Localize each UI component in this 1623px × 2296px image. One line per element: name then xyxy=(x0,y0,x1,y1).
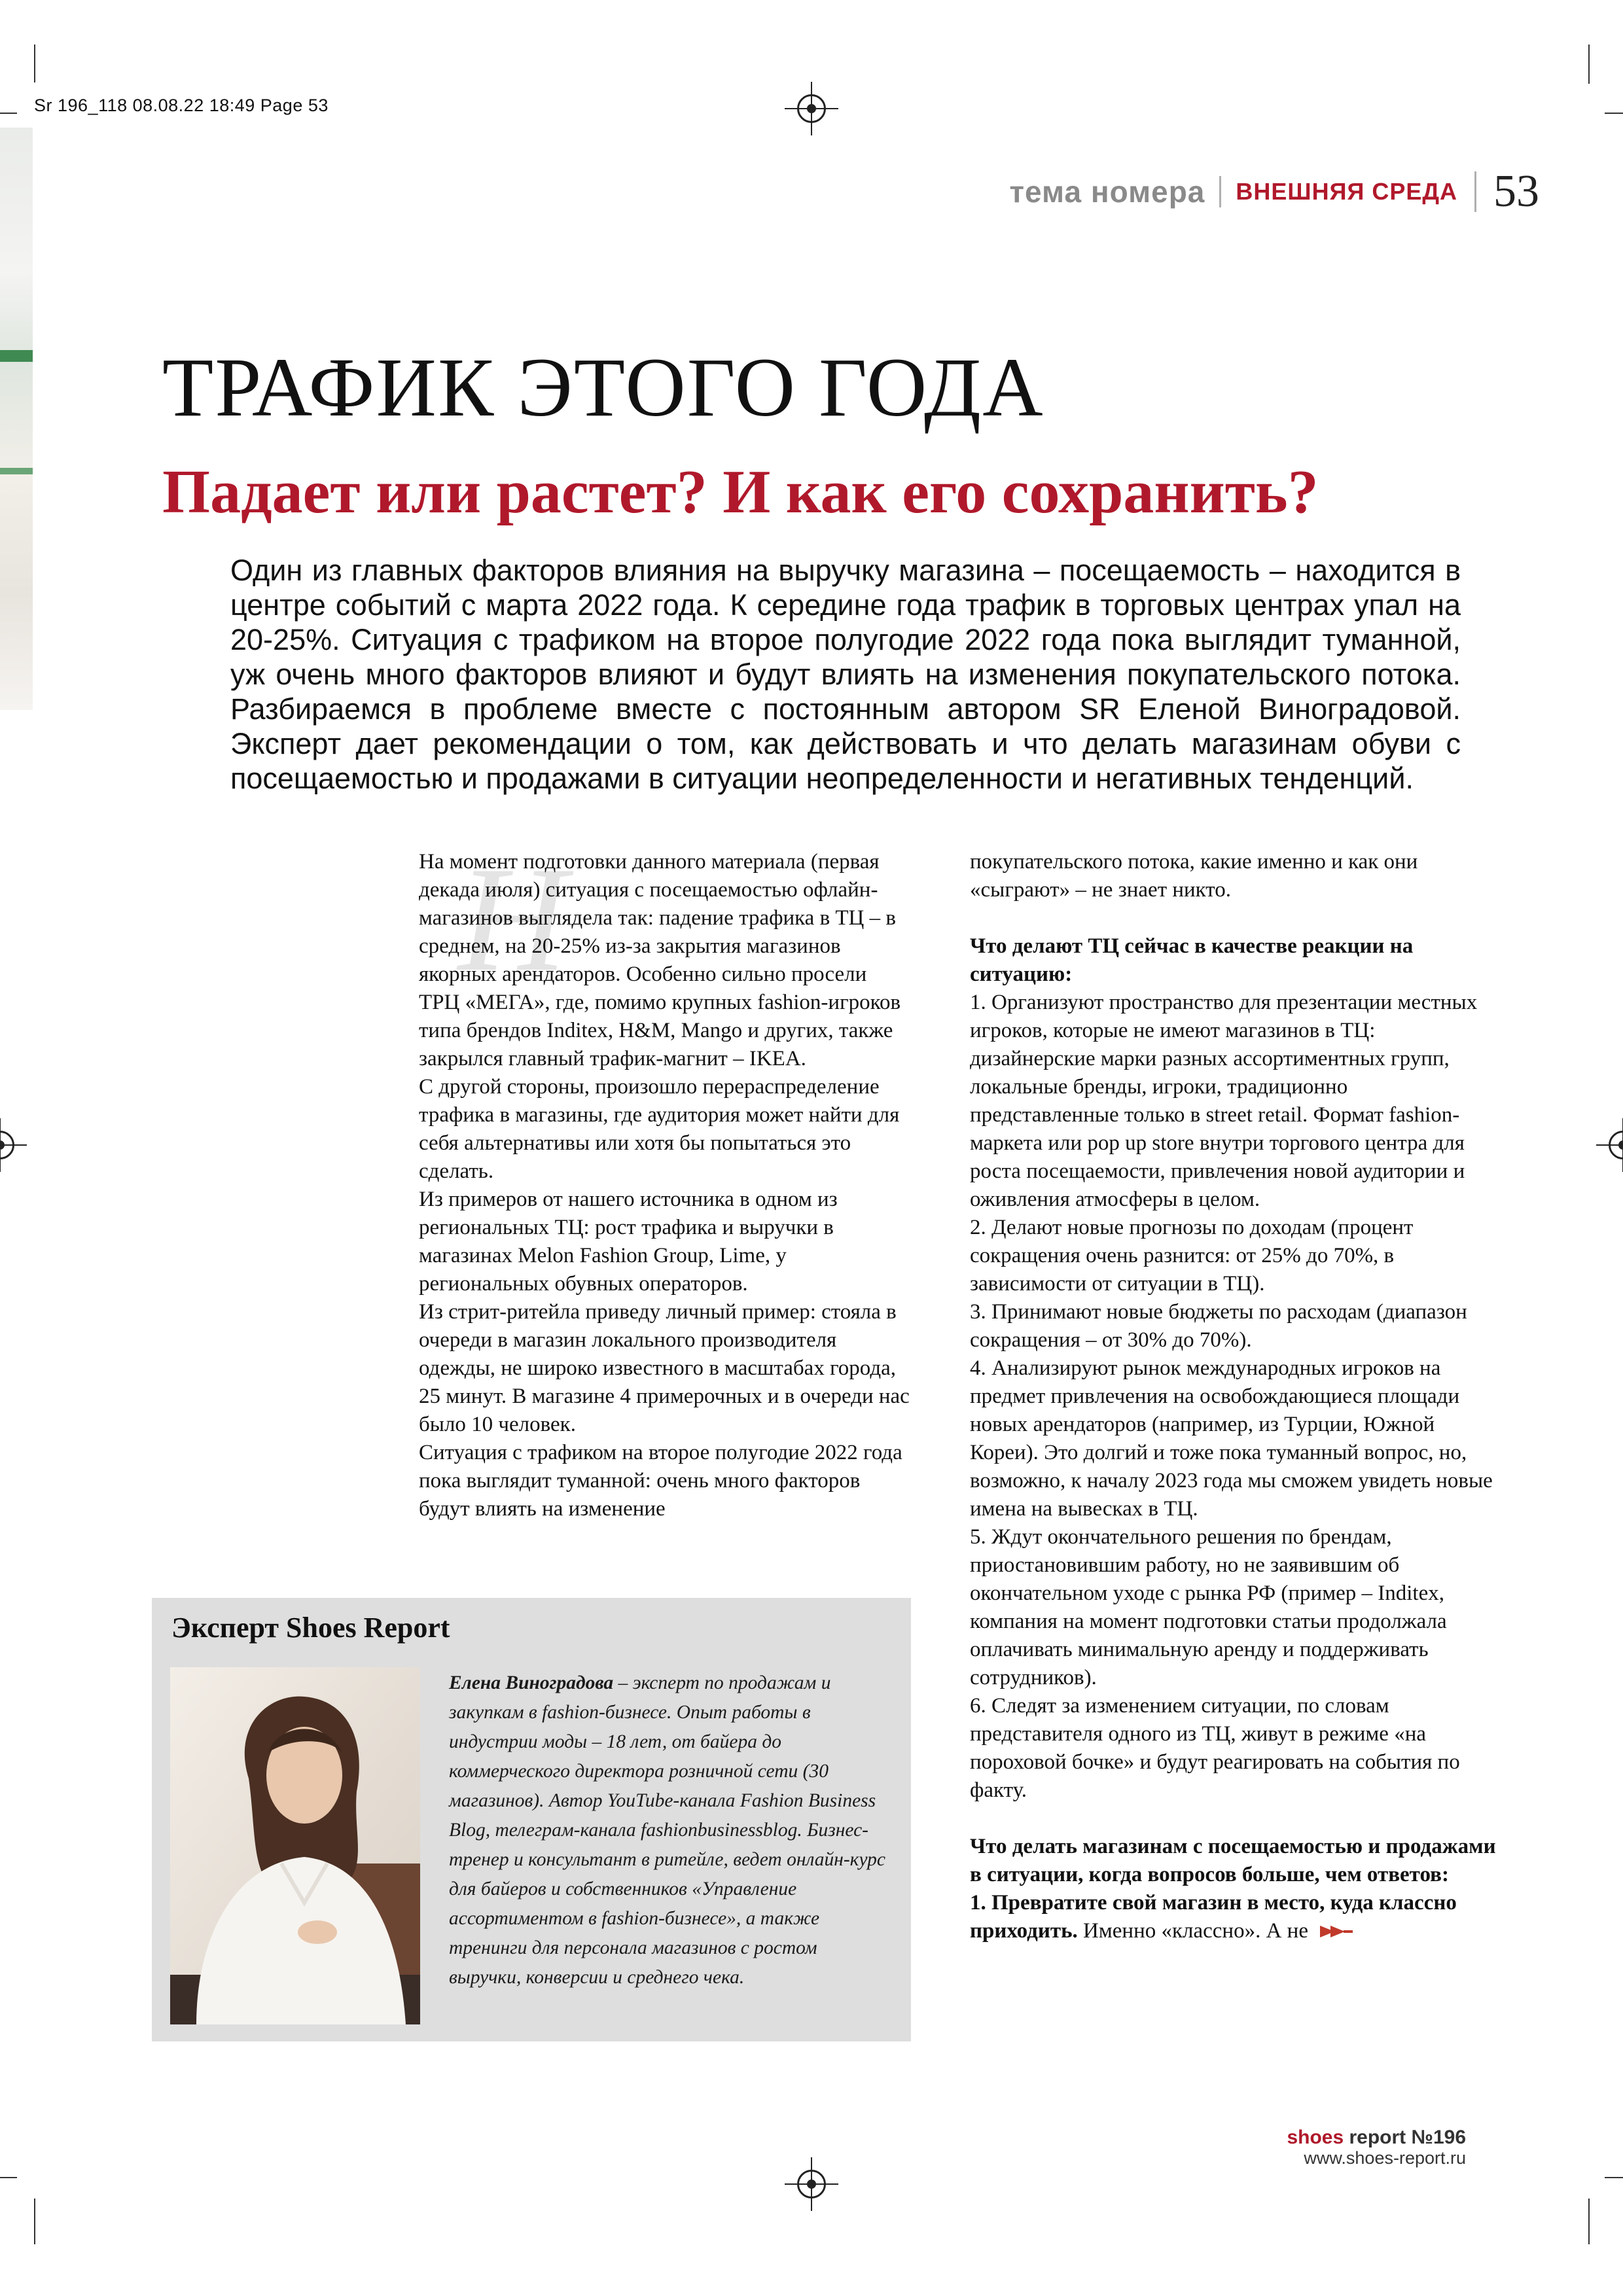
registration-mark-icon xyxy=(1609,1131,1623,1159)
section-heading: Что делать магазинам с посещаемостью и продажами в ситуации, когда вопросов больше, чем ответов: xyxy=(970,1835,1496,1886)
crop-mark xyxy=(1605,113,1623,114)
paragraph: Из примеров от нашего источника в одном из региональных ТЦ: рост трафика и выручки в магазинах Melon Fashion Group, Lime, у региональных обувных операторов. xyxy=(419,1188,838,1296)
header-section: ВНЕШНЯЯ СРЕДА xyxy=(1236,178,1457,205)
header-theme: тема номера xyxy=(1009,175,1205,209)
footer-website: www.shoes-report.ru xyxy=(1304,2148,1466,2168)
footer-brand-shoes: shoes xyxy=(1287,2127,1344,2148)
crop-mark xyxy=(34,44,35,82)
tip-text: Именно «классно». А не xyxy=(1077,1919,1308,1943)
crop-mark xyxy=(0,113,17,114)
expert-photo xyxy=(170,1667,420,2024)
paragraph: Из стрит-ритейла приведу личный пример: стояла в очереди в магазин локального производителя одежды, не широко известного в масштабах города, 25 минут. В магазине 4 примерочных и в очереди нас было 10 человек. xyxy=(419,1300,910,1436)
registration-mark-icon xyxy=(0,1131,14,1159)
list-item: 1. Организуют пространство для презентации местных игроков, которые не имеют магазинов в ТЦ: дизайнерские марки разных ассортиментных групп, локальные бренды, игроки, традиционно представленные только в street retail. Формат fashion-маркета или pop up store внутри торгового центра для роста посещаемости, привлечения новой аудитории и оживления атмосферы в целом. xyxy=(970,991,1478,1211)
header-divider xyxy=(1219,176,1221,207)
paragraph: На момент подготовки данного материала (первая декада июля) ситуация с посещаемостью офлайн-магазинов выглядела так: падение трафика в ТЦ – в среднем, на 20-25% из-за закрытия магазинов якорных арендаторов. Особенно сильно просели ТРЦ «МЕГА», где, помимо крупных fashion-игроков типа брендов Inditex, H&M, Mango и других, также закрылся главный трафик-магнит – IKEA. xyxy=(419,850,901,1070)
expert-name: Елена Виноградова xyxy=(449,1672,614,1693)
crop-mark xyxy=(0,2177,17,2178)
drop-cap: Н xyxy=(458,836,567,1002)
section-heading: Что делают ТЦ сейчас в качестве реакции на ситуацию: xyxy=(970,934,1414,986)
list-item: 3. Принимают новые бюджеты по расходам (диапазон сокращения – от 30% до 70%). xyxy=(970,1300,1467,1352)
crop-mark xyxy=(1588,2199,1590,2244)
crop-mark xyxy=(34,2199,35,2244)
footer-brand xyxy=(1287,2127,1466,2149)
list-item: 5. Ждут окончательного решения по брендам, приостановившим работу, но не заявившим об окончательном уходе с рынка РФ (пример – Inditex, компания на момент подготовки статьи продолжала оплачивать минимальную аренду и поддерживать сотрудников). xyxy=(970,1525,1447,1689)
expert-bio xyxy=(449,1669,894,1992)
header-divider xyxy=(1474,171,1476,212)
expert-bio-text: – эксперт по продажам и закупкам в fashion-бизнесе. Опыт работы в индустрии моды – 18 лет, от байера до коммерческого директора розничной сети (30 магазинов). Автор YouTube-канала Fashion Business Blog, телеграм-канала fashionbusinessblog. Бизнес-тренер и консультант в ритейле, ведет онлайн-курс для байеров и собственников «Управление ассортиментом в fashion-бизнесе», а также тренинги для персонала магазинов с ростом выручки, конверсии и среднего чека. xyxy=(449,1672,886,1988)
list-item: 6. Следят за изменением ситуации, по словам представителя одного из ТЦ, живут в режиме «на пороховой бочке» и будут реагировать на события по факту. xyxy=(970,1694,1460,1802)
list-item: 4. Анализируют рынок международных игроков на предмет привлечения на освобождающиеся площади новых арендаторов (например, из Турции, Южной Кореи). Это долгий и тоже пока туманный вопрос, но, возможно, к началу 2023 года мы сможем увидеть новые имена на вывесках в ТЦ. xyxy=(970,1356,1493,1521)
article-lead: Один из главных факторов влияния на выручку магазина – посещаемость – находится в центре событий с марта 2022 года. К середине года трафик в торговых центрах упал на 20-25%. Ситуация с трафиком на второе полугодие 2022 года пока выглядит туманной, уж очень много факторов влияют и будут влиять на изменения покупательского потока. Разбираемся в проблеме вместе с постоянным автором SR Еленой Виноградовой. Эксперт дает рекомендации о том, как действовать и что делать магазинам обуви с посещаемостью и продажами в ситуации неопределенности и негативных тенденций. xyxy=(230,554,1461,795)
photo-bleed xyxy=(0,128,33,710)
page-number: 53 xyxy=(1493,166,1539,217)
crop-mark xyxy=(1588,44,1590,84)
footer-brand-issue: report №196 xyxy=(1344,2127,1466,2148)
registration-mark-icon xyxy=(797,94,826,123)
paragraph: Ситуация с трафиком на второе полугодие 2022 года пока выглядит туманной: очень много факторов будут влиять на изменение xyxy=(419,1441,902,1521)
article-subtitle: Падает или растет? И как его сохранить? xyxy=(162,458,1319,526)
print-slug: Sr 196_118 08.08.22 18:49 Page 53 xyxy=(34,96,329,115)
crop-mark xyxy=(1605,2177,1623,2178)
paragraph xyxy=(970,1889,1500,1947)
list-item: 2. Делают новые прогнозы по доходам (процент сокращения очень разнится: от 25% до 70%, в зависимости от ситуации в ТЦ). xyxy=(970,1216,1414,1296)
article-title: ТРАФИК ЭТОГО ГОДА xyxy=(162,341,1044,434)
body-column-2 xyxy=(970,848,1500,1947)
tip-bold: 1. Превратите свой магазин в место, куда классно приходить. xyxy=(970,1891,1457,1943)
expert-box-title: Эксперт Shoes Report xyxy=(171,1612,450,1644)
paragraph: покупательского потока, какие именно и как они «сыграют» – не знает никто. xyxy=(970,850,1418,902)
continue-arrow-icon xyxy=(1320,1918,1353,1947)
paragraph: С другой стороны, произошло перераспределение трафика в магазины, где аудитория может найти для себя альтернативы или хотя бы попытаться это сделать. xyxy=(419,1075,900,1183)
body-column-1 xyxy=(419,848,910,1523)
page-header xyxy=(1009,166,1539,217)
registration-mark-icon xyxy=(797,2170,826,2199)
